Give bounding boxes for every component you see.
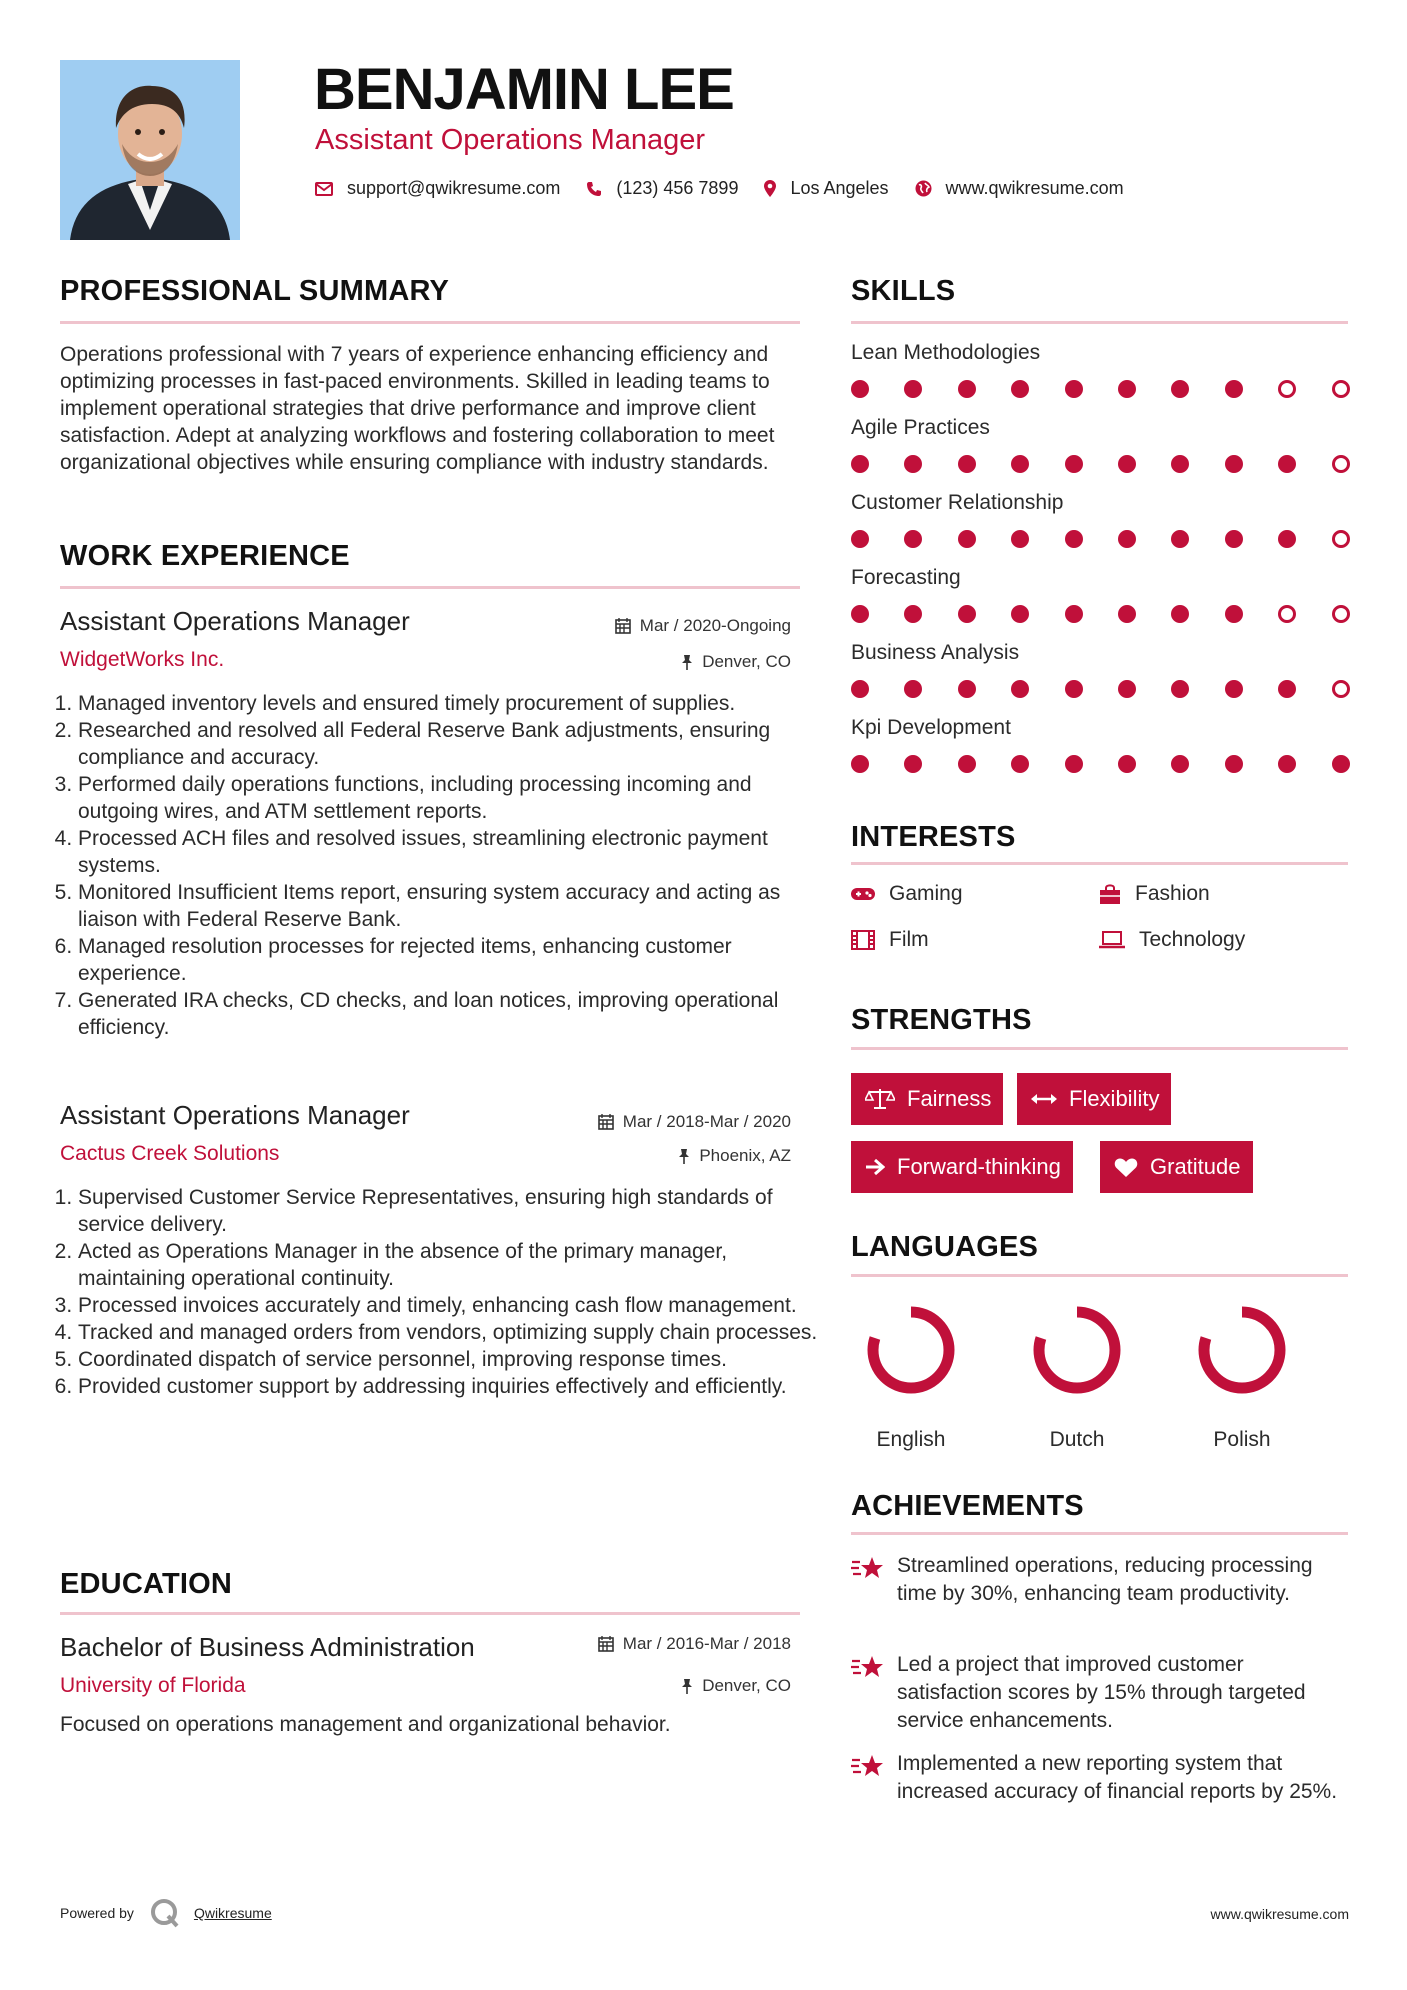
rating-dot-filled	[1118, 680, 1136, 698]
rating-dot-filled	[1225, 755, 1243, 773]
job-dates: Mar / 2020-Ongoing	[615, 616, 791, 636]
skill-rating	[851, 753, 1351, 775]
list-item: 3. Processed invoices accurately and timely, enhancing cash flow management.	[78, 1292, 818, 1319]
job-duties	[60, 1184, 818, 1400]
rating-dot-filled	[1225, 605, 1243, 623]
education-location: Denver, CO	[681, 1676, 791, 1696]
school-name: University of Florida	[60, 1674, 246, 1697]
candidate-role: Assistant Operations Manager	[315, 124, 706, 156]
rating-dot-filled	[1225, 380, 1243, 398]
contact-bar	[315, 178, 1150, 199]
interests-title: INTERESTS	[851, 821, 1016, 853]
list-item: 1. Managed inventory levels and ensured timely procurement of supplies.	[78, 690, 818, 717]
job-title: Assistant Operations Manager	[60, 1100, 410, 1130]
contact-email[interactable]	[315, 178, 560, 199]
rating-dot-filled	[1171, 605, 1189, 623]
job-duties	[60, 690, 818, 1041]
list-item: 7. Generated IRA checks, CD checks, and loan notices, improving operational efficiency.	[78, 987, 818, 1041]
rating-dot-filled	[851, 455, 869, 473]
rating-dot-filled	[1011, 605, 1029, 623]
calendar-icon	[615, 618, 631, 634]
rating-dot-filled	[958, 755, 976, 773]
phone-icon	[586, 181, 602, 197]
education-dates: Mar / 2016-Mar / 2018	[598, 1634, 791, 1654]
education-divider	[60, 1612, 800, 1615]
calendar-icon	[598, 1114, 614, 1130]
strength-badge-gratitude: Gratitude	[1100, 1141, 1253, 1193]
pushpin-icon	[681, 1678, 693, 1694]
rating-dot-filled	[1118, 755, 1136, 773]
skill-name: Agile Practices	[851, 416, 990, 439]
contact-location	[764, 178, 888, 199]
job-title: Assistant Operations Manager	[60, 606, 410, 636]
list-item: 6. Managed resolution processes for rejected items, enhancing customer experience.	[78, 933, 818, 987]
achievements-title: ACHIEVEMENTS	[851, 1490, 1084, 1522]
strength-badge-forward-thinking: Forward-thinking	[851, 1141, 1073, 1193]
map-pin-icon	[764, 180, 776, 197]
achievement-item: Streamlined operations, reducing processing time by 30%, enhancing team productivity.	[851, 1552, 1351, 1608]
rating-dot-filled	[958, 380, 976, 398]
summary-title: PROFESSIONAL SUMMARY	[60, 275, 450, 307]
list-item: 5. Coordinated dispatch of service personnel, improving response times.	[78, 1346, 818, 1373]
shooting-star-icon	[851, 1653, 885, 1683]
rating-dot-filled	[1065, 605, 1083, 623]
rating-dot-filled	[1065, 530, 1083, 548]
pushpin-icon	[681, 654, 693, 670]
language-polish	[1187, 1300, 1297, 1452]
rating-dot-filled	[1065, 380, 1083, 398]
languages-title: LANGUAGES	[851, 1231, 1039, 1263]
language-level-ring	[861, 1300, 961, 1400]
list-item: 6. Provided customer support by addressing inquiries effectively and efficiently.	[78, 1373, 818, 1400]
experience-divider	[60, 586, 800, 589]
language-name: Dutch	[1049, 1428, 1105, 1451]
rating-dot-filled	[1171, 680, 1189, 698]
location-text: Los Angeles	[790, 178, 889, 198]
rating-dot-filled	[1065, 455, 1083, 473]
interest-technology: Technology	[1099, 928, 1245, 952]
rating-dot-filled	[851, 530, 869, 548]
rating-dot-filled	[1011, 455, 1029, 473]
skill-name: Customer Relationship	[851, 491, 1064, 514]
interest-gaming: Gaming	[851, 882, 963, 906]
shooting-star-icon	[851, 1554, 885, 1584]
rating-dot-filled	[1225, 455, 1243, 473]
job-dates: Mar / 2018-Mar / 2020	[598, 1112, 791, 1132]
rating-dot-filled	[851, 755, 869, 773]
education-title: EDUCATION	[60, 1568, 233, 1600]
skill-rating	[851, 603, 1351, 625]
rating-dot-filled	[958, 605, 976, 623]
rating-dot-filled	[1118, 605, 1136, 623]
strengths-divider	[851, 1047, 1348, 1050]
rating-dot-filled	[1171, 380, 1189, 398]
rating-dot-filled	[958, 530, 976, 548]
language-level-arc	[1204, 1312, 1280, 1388]
arrows-horizontal-icon	[1031, 1092, 1057, 1106]
rating-dot-filled	[1171, 530, 1189, 548]
candidate-name: BENJAMIN LEE	[314, 57, 734, 122]
experience-title: WORK EXPERIENCE	[60, 540, 350, 572]
rating-dot-filled	[1118, 380, 1136, 398]
laptop-icon	[1099, 931, 1125, 949]
rating-dot-filled	[958, 680, 976, 698]
rating-dot-filled	[904, 605, 922, 623]
arrow-right-icon	[865, 1158, 885, 1176]
job-location: Phoenix, AZ	[678, 1146, 791, 1166]
envelope-icon	[315, 182, 333, 196]
website-text: www.qwikresume.com	[945, 178, 1124, 198]
skill-name: Business Analysis	[851, 641, 1020, 664]
achievements-divider	[851, 1532, 1348, 1535]
footer-powered-by: Powered by Qwikresume	[60, 1898, 272, 1928]
rating-dot-filled	[1011, 380, 1029, 398]
profile-photo	[60, 60, 240, 240]
rating-dot-filled	[904, 680, 922, 698]
language-level-ring	[1027, 1300, 1127, 1400]
summary-divider	[60, 321, 800, 324]
skill-name: Kpi Development	[851, 716, 1011, 739]
rating-dot-filled	[1011, 680, 1029, 698]
heart-icon	[1114, 1157, 1138, 1178]
rating-dot-filled	[1118, 455, 1136, 473]
language-dutch	[1022, 1300, 1132, 1452]
rating-dot-filled	[904, 530, 922, 548]
rating-dot-empty	[1332, 680, 1350, 698]
list-item: 2. Acted as Operations Manager in the absence of the primary manager, maintaining operational continuity.	[78, 1238, 818, 1292]
rating-dot-filled	[1011, 755, 1029, 773]
rating-dot-empty	[1332, 455, 1350, 473]
list-item: 5. Monitored Insufficient Items report, ensuring system accuracy and acting as liaison with Federal Reserve Bank.	[78, 879, 818, 933]
skill-rating	[851, 453, 1351, 475]
phone-text: (123) 456 7899	[616, 178, 739, 198]
language-level-arc	[1039, 1312, 1115, 1388]
shooting-star-icon	[851, 1752, 885, 1782]
contact-website[interactable]	[915, 178, 1124, 199]
rating-dot-filled	[904, 380, 922, 398]
rating-dot-empty	[1278, 605, 1296, 623]
job-company: Cactus Creek Solutions	[60, 1142, 280, 1165]
language-name: Polish	[1213, 1428, 1271, 1451]
skill-name: Lean Methodologies	[851, 341, 1041, 364]
rating-dot-filled	[851, 680, 869, 698]
rating-dot-filled	[1171, 755, 1189, 773]
list-item: 3. Performed daily operations functions, including processing incoming and outgoing wires, and ATM settlement reports.	[78, 771, 818, 825]
footer-url[interactable]: www.qwikresume.com	[1210, 1906, 1349, 1922]
achievement-item: Led a project that improved customer satisfaction scores by 15% through targeted service enhancements.	[851, 1651, 1351, 1735]
languages-divider	[851, 1274, 1348, 1277]
rating-dot-filled	[1225, 530, 1243, 548]
education-description: Focused on operations management and organizational behavior.	[60, 1713, 671, 1736]
summary-text: Operations professional with 7 years of experience enhancing efficiency and optimizing processes in fast-paced environments. Skilled in leading teams to implement operational strategies that drive performance and improve client satisfaction. Adept at analyzing workflows and fostering collaboration to meet organizational objectives while ensuring compliance with industry standards.	[60, 343, 775, 474]
rating-dot-filled	[1278, 530, 1296, 548]
contact-phone[interactable]	[586, 178, 738, 199]
list-item: 2. Researched and resolved all Federal Reserve Bank adjustments, ensuring compliance and accuracy.	[78, 717, 818, 771]
job-location: Denver, CO	[681, 652, 791, 672]
rating-dot-filled	[1011, 530, 1029, 548]
film-icon	[851, 930, 875, 950]
pushpin-icon	[678, 1148, 690, 1164]
gamepad-icon	[851, 886, 875, 902]
rating-dot-filled	[1065, 680, 1083, 698]
balance-scale-icon	[865, 1088, 895, 1110]
strength-badge-flexibility: Flexibility	[1017, 1073, 1171, 1125]
job-company: WidgetWorks Inc.	[60, 648, 225, 671]
language-level-ring	[1192, 1300, 1292, 1400]
skill-rating	[851, 678, 1351, 700]
interest-fashion: Fashion	[1099, 882, 1210, 906]
strength-badge-fairness: Fairness	[851, 1073, 1003, 1125]
rating-dot-filled	[1278, 455, 1296, 473]
skills-title: SKILLS	[851, 275, 956, 307]
skill-name: Forecasting	[851, 566, 961, 589]
qwikresume-logo-icon	[150, 1898, 180, 1928]
rating-dot-empty	[1332, 380, 1350, 398]
strengths-title: STRENGTHS	[851, 1004, 1032, 1036]
email-text: support@qwikresume.com	[347, 178, 561, 198]
rating-dot-filled	[1118, 530, 1136, 548]
list-item: 4. Processed ACH files and resolved issues, streamlining electronic payment systems.	[78, 825, 818, 879]
interests-divider	[851, 862, 1348, 865]
rating-dot-filled	[904, 455, 922, 473]
rating-dot-empty	[1332, 530, 1350, 548]
rating-dot-filled	[1171, 455, 1189, 473]
interest-film: Film	[851, 928, 929, 952]
list-item: 1. Supervised Customer Service Representatives, ensuring high standards of service delivery.	[78, 1184, 818, 1238]
language-name: English	[876, 1428, 946, 1451]
skill-rating	[851, 528, 1351, 550]
rating-dot-filled	[1065, 755, 1083, 773]
rating-dot-empty	[1332, 605, 1350, 623]
rating-dot-filled	[851, 605, 869, 623]
language-english	[856, 1300, 966, 1452]
calendar-icon	[598, 1636, 614, 1652]
skills-divider	[851, 321, 1348, 324]
qwikresume-link[interactable]: Qwikresume	[193, 1905, 272, 1921]
rating-dot-filled	[958, 455, 976, 473]
language-level-arc	[873, 1312, 949, 1388]
shopping-bag-icon	[1099, 883, 1121, 905]
list-item: 4. Tracked and managed orders from vendors, optimizing supply chain processes.	[78, 1319, 818, 1346]
rating-dot-filled	[1278, 680, 1296, 698]
globe-icon	[915, 180, 932, 197]
rating-dot-filled	[1225, 680, 1243, 698]
rating-dot-filled	[1332, 755, 1350, 773]
rating-dot-filled	[904, 755, 922, 773]
rating-dot-empty	[1278, 380, 1296, 398]
degree-title: Bachelor of Business Administration	[60, 1632, 475, 1662]
achievement-item: Implemented a new reporting system that increased accuracy of financial reports by 25%.	[851, 1750, 1351, 1806]
rating-dot-filled	[1278, 755, 1296, 773]
rating-dot-filled	[851, 380, 869, 398]
skill-rating	[851, 378, 1351, 400]
